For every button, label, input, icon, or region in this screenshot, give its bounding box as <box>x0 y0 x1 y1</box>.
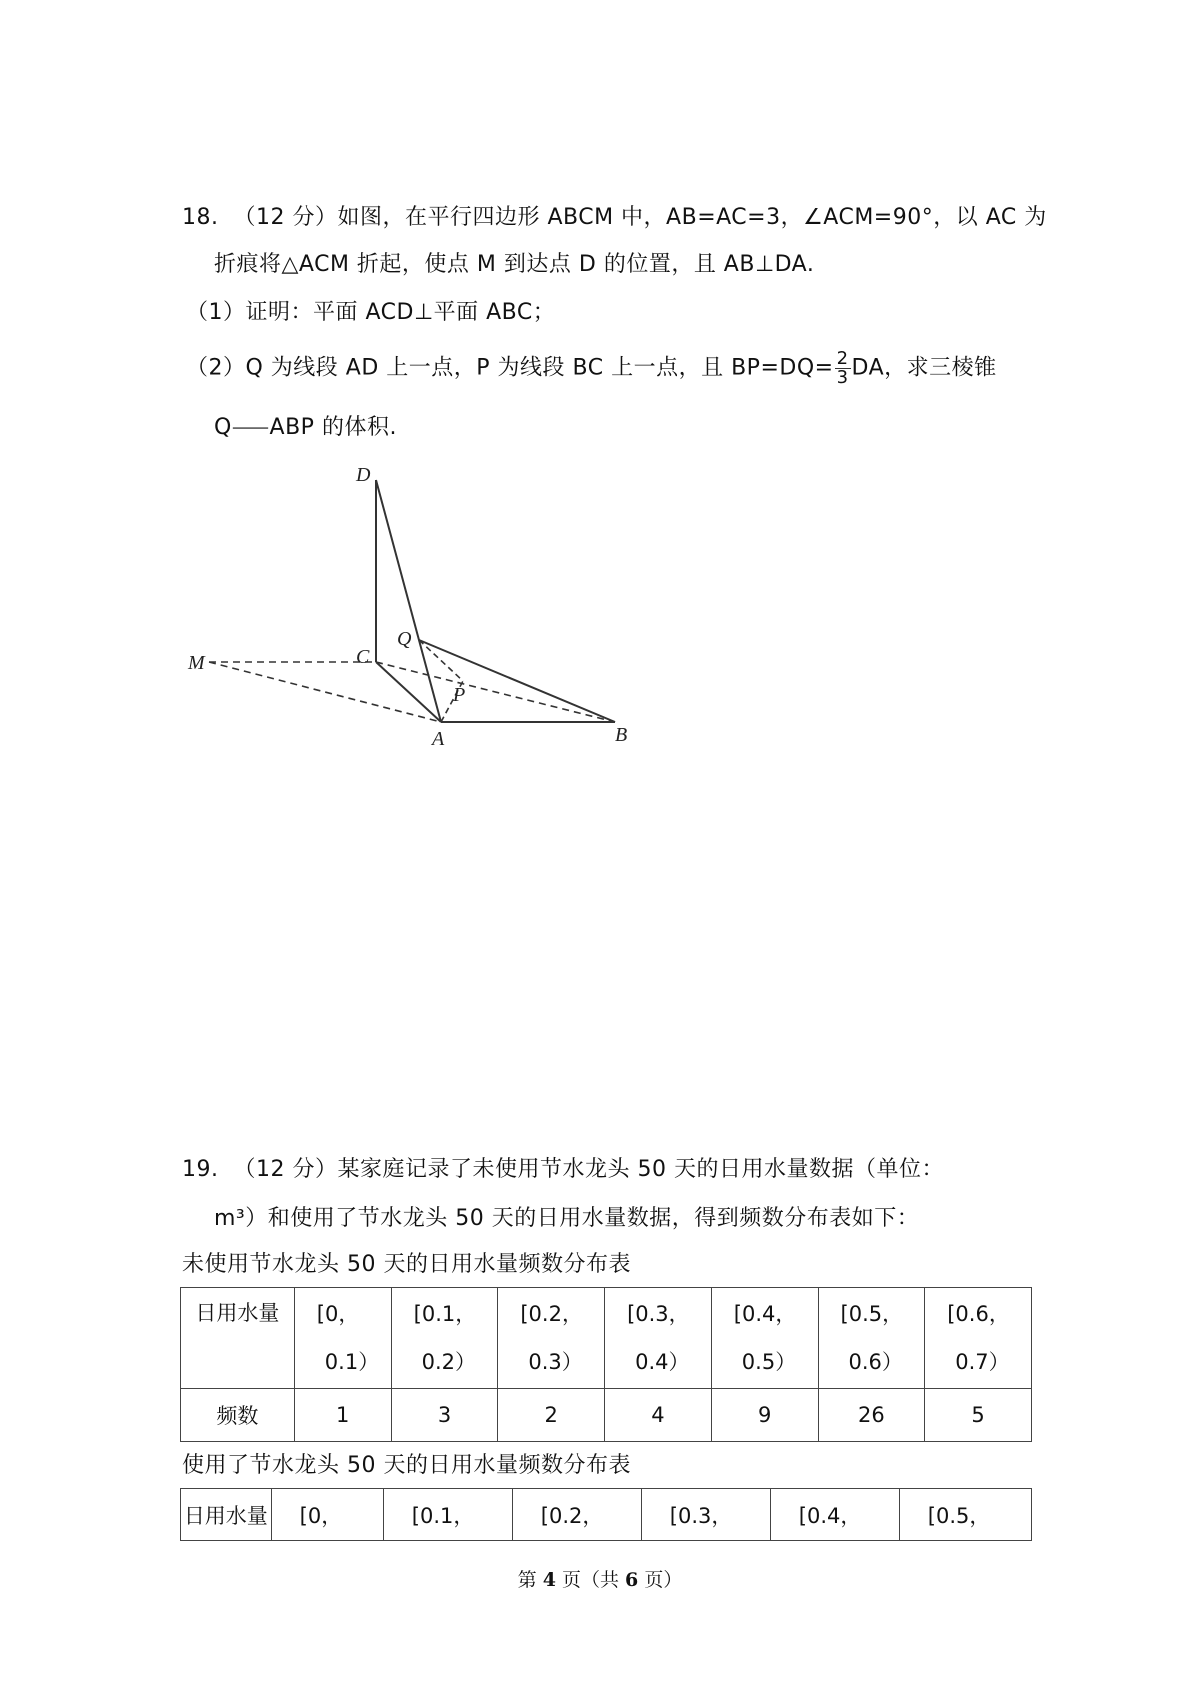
table1-interval: [0， 0.1） <box>294 1288 391 1389</box>
table1-interval: [0.1， 0.2） <box>391 1288 498 1389</box>
table2-interval: [0.2， <box>512 1489 641 1541</box>
fraction-denominator: 3 <box>836 367 849 388</box>
table2-interval: [0， <box>271 1489 383 1541</box>
q18-part2 <box>186 350 997 387</box>
table2-interval: [0.5， <box>899 1489 1031 1541</box>
fraction-two-thirds <box>835 350 851 387</box>
table-with-saving-faucet <box>180 1488 1032 1541</box>
table1-count: 26 <box>818 1389 925 1442</box>
label-Q: Q <box>397 628 412 650</box>
label-A: A <box>432 728 445 750</box>
q18-part1: （1）证明：平面 ACD⊥平面 ABC； <box>186 300 556 325</box>
q18-line2: 折痕将△ACM 折起，使点 M 到达点 D 的位置，且 AB⊥DA. <box>214 252 815 277</box>
footer-total-pages: 6 <box>625 1569 639 1591</box>
table1-count: 4 <box>605 1389 712 1442</box>
table2-interval: [0.3， <box>641 1489 770 1541</box>
table1-interval: [0.2， 0.3） <box>498 1288 605 1389</box>
q19-line2: m³）和使用了节水龙头 50 天的日用水量数据，得到频数分布表如下： <box>214 1206 920 1231</box>
table2-row-intervals <box>181 1489 1032 1541</box>
q18-line1: 18. （12 分）如图，在平行四边形 ABCM 中，AB=AC=3，∠ACM=90°，以 AC 为 <box>182 205 1047 230</box>
table1-header-usage: 日用水量 <box>181 1288 295 1389</box>
label-C: C <box>356 646 370 668</box>
label-D: D <box>356 464 371 486</box>
table1-count: 5 <box>925 1389 1032 1442</box>
q18-part2-after: DA，求三棱锥 <box>851 355 997 381</box>
table1-title: 未使用节水龙头 50 天的日用水量频数分布表 <box>182 1252 631 1277</box>
label-B: B <box>615 724 628 746</box>
table2-header-usage: 日用水量 <box>181 1489 272 1541</box>
table1-interval: [0.3， 0.4） <box>605 1288 712 1389</box>
q18-part2-line2: Q⸺ABP 的体积. <box>214 415 397 440</box>
footer-prefix: 第 <box>517 1569 543 1591</box>
table1-header-count: 频数 <box>181 1389 295 1442</box>
label-P: P <box>453 684 466 706</box>
table1-interval: [0.5， 0.6） <box>818 1288 925 1389</box>
edge-MA <box>209 662 441 722</box>
q19-line1: 19. （12 分）某家庭记录了未使用节水龙头 50 天的日用水量数据（单位： <box>182 1157 944 1182</box>
table1-count: 9 <box>711 1389 818 1442</box>
footer-suffix: 页） <box>638 1569 683 1591</box>
table2-interval: [0.1， <box>383 1489 512 1541</box>
table-no-saving-faucet <box>180 1287 1032 1442</box>
table1-count: 2 <box>498 1389 605 1442</box>
table1-count: 1 <box>294 1389 391 1442</box>
page-footer <box>0 1565 1200 1592</box>
fraction-numerator: 2 <box>836 348 849 369</box>
table2-title: 使用了节水龙头 50 天的日用水量频数分布表 <box>182 1453 631 1478</box>
table1-row-counts <box>181 1389 1032 1442</box>
footer-middle: 页（共 <box>555 1569 626 1591</box>
table2-interval: [0.4， <box>770 1489 899 1541</box>
footer-page-number: 4 <box>542 1569 556 1591</box>
table1-row-intervals <box>181 1288 1032 1389</box>
geometry-figure <box>180 455 640 755</box>
table1-interval: [0.4， 0.5） <box>711 1288 818 1389</box>
table1-count: 3 <box>391 1389 498 1442</box>
edge-DA <box>376 480 441 722</box>
label-M: M <box>188 652 205 674</box>
table1-interval: [0.6， 0.7） <box>925 1288 1032 1389</box>
q18-part2-before: （2）Q 为线段 AD 上一点，P 为线段 BC 上一点，且 BP=DQ= <box>186 355 834 381</box>
